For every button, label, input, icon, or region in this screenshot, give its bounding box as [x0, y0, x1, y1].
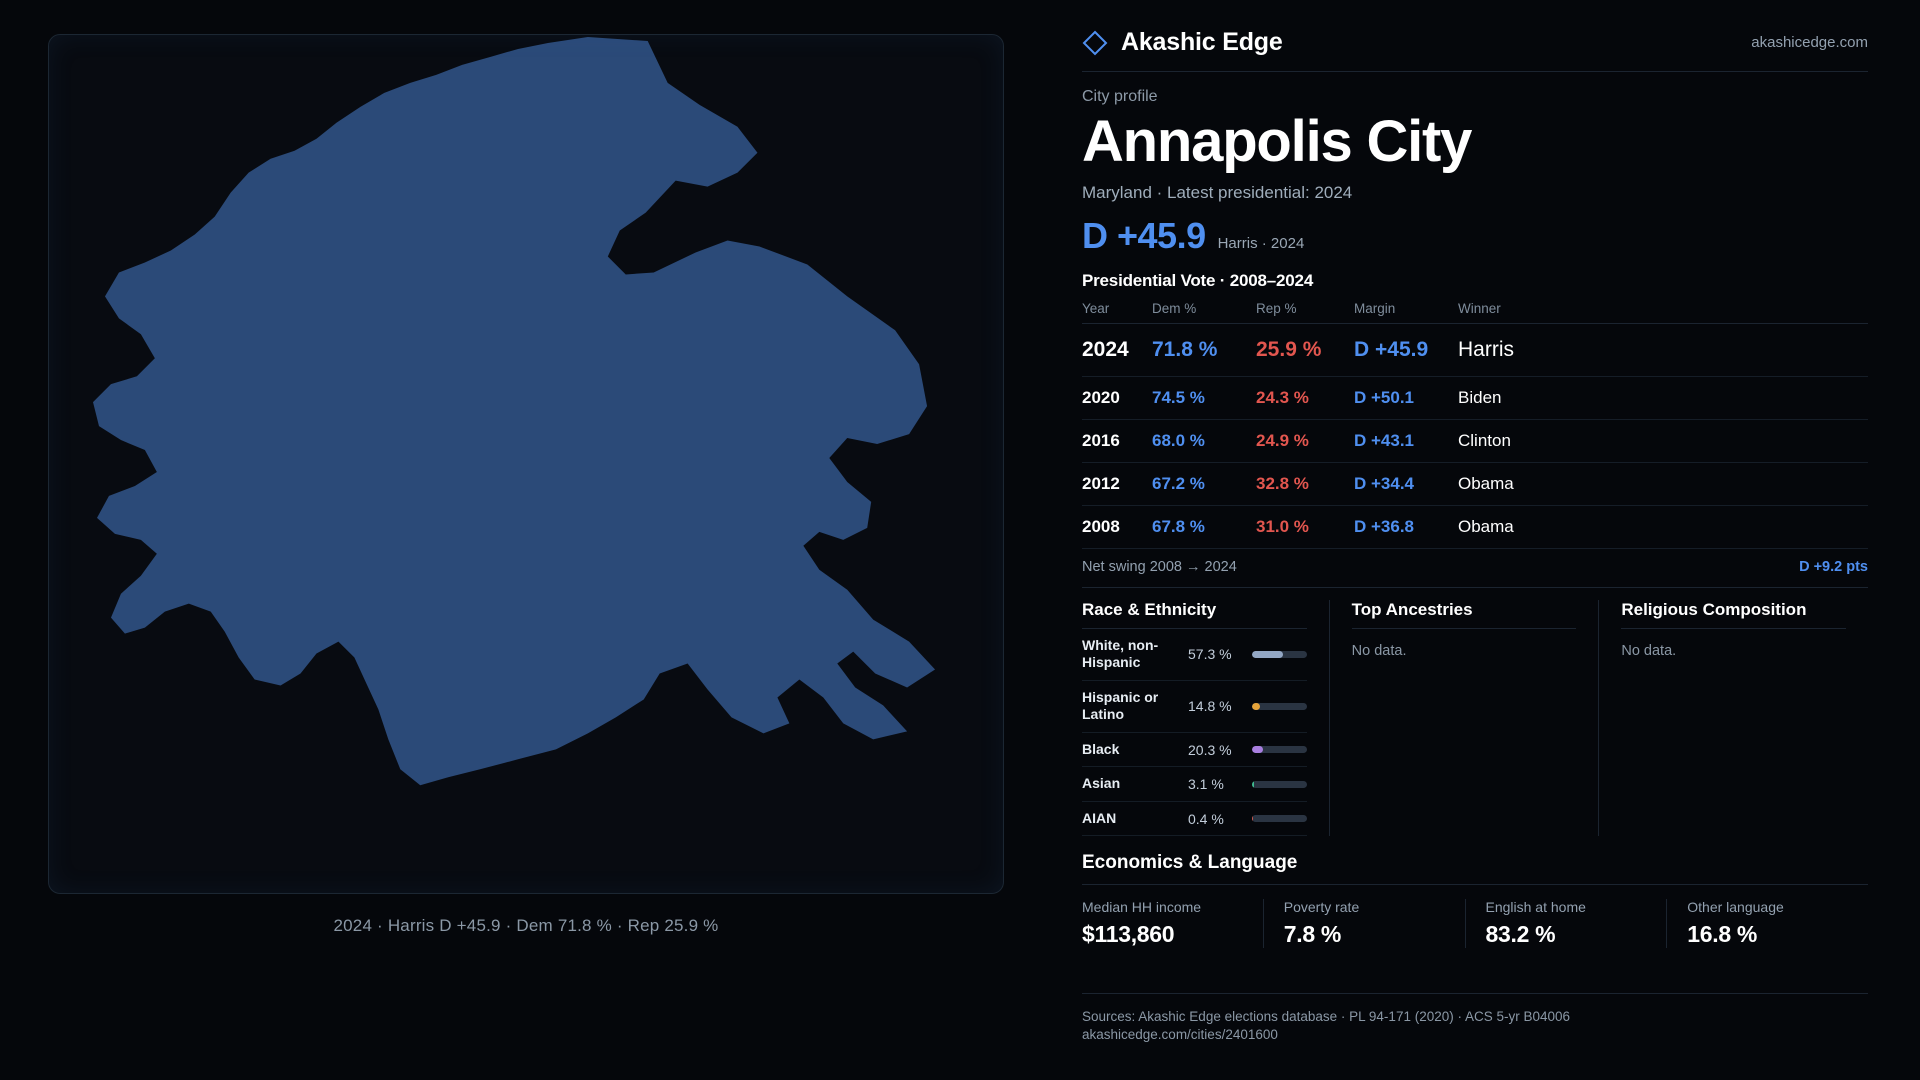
list-item: [1082, 733, 1307, 768]
page-title: Annapolis City: [1082, 109, 1472, 174]
stat-value: 7.8 %: [1283, 921, 1342, 948]
top-ancestries-title: Top Ancestries: [1352, 600, 1577, 629]
cell-dem: 68.0 %: [1152, 419, 1256, 462]
net-swing-value: D +9.2 pts: [1799, 558, 1868, 575]
stat-value: 16.8 %: [1687, 921, 1758, 948]
race-bar-track: [1252, 815, 1307, 822]
race-bar-track: [1252, 781, 1307, 788]
cell-dem: 74.5 %: [1152, 376, 1256, 419]
permalink[interactable]: akashicedge.com/cities/2401600: [1082, 1026, 1278, 1042]
race-bar-track: [1252, 746, 1307, 753]
race-label: AIAN: [1082, 809, 1117, 826]
economics-grid: [1082, 884, 1868, 948]
cell-winner: Clinton: [1458, 419, 1868, 462]
cell-year: 2020: [1082, 376, 1152, 419]
cell-rep: 24.9 %: [1256, 419, 1354, 462]
map-frame[interactable]: [48, 34, 1004, 894]
religious-composition-empty: No data.: [1621, 642, 1677, 659]
stat-card: [1666, 899, 1868, 948]
race-bar-fill: [1252, 703, 1260, 710]
cell-rep: 25.9 %: [1256, 323, 1354, 376]
table-header-row: [1082, 301, 1868, 324]
cell-dem: 71.8 %: [1152, 323, 1256, 376]
race-label: Black: [1082, 740, 1120, 757]
list-item: [1082, 681, 1307, 733]
col-year: Year: [1082, 301, 1152, 324]
race-percent: 3.1 %: [1188, 776, 1224, 793]
cell-year: 2024: [1082, 323, 1152, 376]
cell-margin: D +43.1: [1354, 419, 1458, 462]
demographics-columns: [1082, 600, 1868, 837]
cell-margin: D +34.4: [1354, 462, 1458, 505]
race-percent: 20.3 %: [1188, 741, 1232, 758]
race-bar-track: [1252, 703, 1307, 710]
col-margin: Margin: [1354, 301, 1458, 324]
brand-left: [1082, 28, 1283, 57]
race-bar-fill: [1252, 746, 1263, 753]
cell-margin: D +50.1: [1354, 376, 1458, 419]
table-row[interactable]: [1082, 505, 1868, 548]
cell-winner: Harris: [1458, 323, 1868, 376]
list-item: [1082, 629, 1307, 681]
race-label: Asian: [1082, 775, 1121, 792]
cell-rep: 24.3 %: [1256, 376, 1354, 419]
cell-winner: Obama: [1458, 505, 1868, 548]
sources-line: Sources: Akashic Edge elections database · PL 94-171 (2020) · ACS 5-yr B04006: [1082, 1008, 1571, 1024]
table-row[interactable]: [1082, 419, 1868, 462]
cell-year: 2012: [1082, 462, 1152, 505]
headline-margin: [1082, 215, 1868, 257]
state-and-year: Maryland · Latest presidential: 2024: [1082, 182, 1353, 202]
col-dem: Dem %: [1152, 301, 1256, 324]
stat-label: Poverty rate: [1283, 899, 1360, 916]
race-percent: 0.4 %: [1188, 810, 1224, 827]
net-swing-label: Net swing 2008 → 2024: [1082, 558, 1237, 575]
cell-dem: 67.2 %: [1152, 462, 1256, 505]
stat-card: [1082, 899, 1263, 948]
cell-winner: Obama: [1458, 462, 1868, 505]
cell-margin: D +45.9: [1354, 323, 1458, 376]
stat-card: [1263, 899, 1465, 948]
brand-name: Akashic Edge: [1121, 28, 1283, 56]
list-item: [1082, 802, 1307, 837]
race-percent: 14.8 %: [1188, 698, 1232, 715]
stat-card: [1465, 899, 1667, 948]
table-row[interactable]: [1082, 376, 1868, 419]
stat-value: 83.2 %: [1485, 921, 1556, 948]
stat-label: Other language: [1687, 899, 1784, 916]
brand-bar: [1082, 28, 1868, 72]
cell-margin: D +36.8: [1354, 505, 1458, 548]
race-ethnicity-column: [1082, 600, 1329, 837]
votes-section-title: Presidential Vote · 2008–2024: [1082, 270, 1314, 290]
stat-label: English at home: [1485, 899, 1586, 916]
brand-url[interactable]: akashicedge.com: [1751, 34, 1868, 51]
race-percent: 57.3 %: [1188, 646, 1232, 663]
race-label: White, non-Hispanic: [1082, 636, 1159, 671]
top-ancestries-empty: No data.: [1351, 642, 1407, 659]
margin-value: D +45.9: [1082, 214, 1206, 256]
race-bar-fill: [1252, 781, 1254, 788]
map-caption: 2024 · Harris D +45.9 · Dem 71.8 % · Rep 25.9 %: [333, 916, 719, 935]
page-kicker: City profile: [1082, 88, 1158, 105]
net-swing-row: [1082, 549, 1868, 588]
table-row[interactable]: [1082, 323, 1868, 376]
race-bar-fill: [1252, 815, 1253, 822]
cell-year: 2016: [1082, 419, 1152, 462]
cell-winner: Biden: [1458, 376, 1868, 419]
cell-year: 2008: [1082, 505, 1152, 548]
cell-rep: 32.8 %: [1256, 462, 1354, 505]
city-boundary-shape: [93, 37, 935, 785]
religious-composition-column: [1598, 600, 1868, 837]
stat-label: Median HH income: [1082, 899, 1202, 916]
info-panel: [1040, 0, 1920, 1080]
diamond-icon: [1082, 30, 1108, 56]
col-winner: Winner: [1458, 301, 1868, 324]
table-row[interactable]: [1082, 462, 1868, 505]
list-item: [1082, 767, 1307, 802]
col-rep: Rep %: [1256, 301, 1354, 324]
religious-composition-title: Religious Composition: [1621, 600, 1846, 629]
race-label: Hispanic or Latino: [1082, 688, 1159, 723]
economics-title: Economics & Language: [1082, 852, 1298, 874]
race-ethnicity-title: Race & Ethnicity: [1082, 600, 1307, 629]
cell-dem: 67.8 %: [1152, 505, 1256, 548]
footer-sources: [1082, 993, 1868, 1044]
stat-value: $113,860: [1082, 921, 1175, 948]
race-bar-fill: [1252, 651, 1283, 658]
margin-caption: Harris · 2024: [1217, 234, 1305, 252]
top-ancestries-column: [1329, 600, 1599, 837]
city-boundary-map: [49, 35, 1003, 893]
race-bar-track: [1252, 651, 1307, 658]
presidential-vote-table: [1082, 301, 1868, 549]
cell-rep: 31.0 %: [1256, 505, 1354, 548]
